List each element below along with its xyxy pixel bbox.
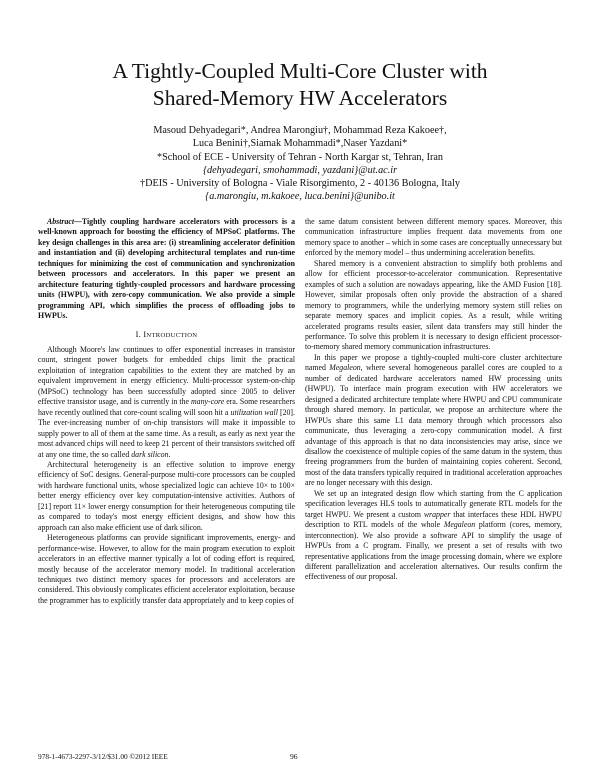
section-title-rest: NTRODUCTION bbox=[146, 331, 198, 339]
section-initial: I bbox=[143, 329, 147, 339]
emphasis-run: dark silicon bbox=[131, 449, 169, 459]
emphasis-run: Megaleon bbox=[443, 520, 476, 530]
text-run: that interfaces these HDL HWPU description to RTL models of the whole bbox=[305, 509, 562, 530]
authors-line-2: Luca Benini†,Siamak Mohammadi*,Naser Yazdani* bbox=[192, 138, 408, 150]
paper-title bbox=[40, 58, 560, 112]
section-heading-introduction bbox=[38, 330, 295, 341]
abstract-text: —Tightly coupling hardware accelerators with processors is a well-known approach for boosting the efficiency of MPSoC platforms. The key design challenges in this area are: (i) streamlining accelerator definition and instantiation and (ii) developing architectural templates and run-time techniques for minimizing the cost of communication and synchronization between processors and accelerators. In this paper we present an architecture featuring tightly-coupled processors and hardware processing units (HWPU), with zero-copy communication. We also provide a simple programming API, which simplifies the process of offloading jobs to HWPUs. bbox=[38, 217, 295, 321]
affiliation-2: †DEIS - University of Bologna - Viale Risorgimento, 2 - 40136 Bologna, Italy bbox=[140, 178, 460, 190]
text-run: , where several homogeneous parallel cores are coupled to a number of dedicated hardware accelerators named HW processing units (HWPU). To interface main program execution with HW accelerators we designed a dedicated architecture template where HWPU and CPU communicate through shared memory. In particular, we propose an architecture where the HWPUs share this same L1 data memory through which processors also communicate, thus leveraging a zero-copy communication model. A first advantage of this approach is that no data inconsistencies may arise, since we disallow the coexistence of multiple copies of the same datum in the system, thus freeing programmers from the burden of maintaining copies coherent. Second, most of the data transfers typically required in traditional acceleration approaches are no longer necessary with this design. bbox=[305, 363, 563, 488]
text-run: . bbox=[168, 449, 171, 459]
affiliation-2-email[interactable]: {a.marongiu, m.kakoee, luca.benini}@unibo.it bbox=[205, 191, 395, 203]
emphasis-run: wrapper bbox=[423, 509, 451, 519]
abstract-paragraph bbox=[38, 217, 295, 322]
intro-paragraph-1 bbox=[38, 345, 295, 460]
text-run: [20]. The ever-increasing number of on-chip transistors will make it impossible to supply power to all of them at the same time. As a result, as early as next year the most advanced chips will need to keep 21 percent of their transistors switched off at any one time, the so called bbox=[38, 407, 295, 459]
intro-paragraph-3: Heterogeneous platforms can provide significant improvements, energy- and performance-wise. However, to allow for the main program execution to exploit accelerators in an effective manner typically a lot of coding effort is required, mostly because of the accelerator memory model. In traditional acceleration techniques two distinct memory spaces for processors and accelerators are considered. This obviously complicates efficient accelerator exploitation, because the programmer has to explicitly transfer data appropriately and to keep copies of bbox=[38, 533, 295, 605]
page-number: 96 bbox=[290, 752, 298, 761]
affiliation-1-email[interactable]: {dehyadegari, smohammadi, yazdani}@ut.ac.ir bbox=[202, 164, 398, 176]
text-run: In this paper we propose a tightly-coupled multi-core cluster architecture named bbox=[305, 352, 562, 373]
text-run: platform (cores, memory, interconnection). We also provide a software API to simplify the usage of HWPUs from a C program. Finally, we present a set of results with two representative applications from the image processing domain, where we explore different parallelization and acceleration alternatives. Our results confirm the effectiveness of our proposal. bbox=[305, 520, 562, 582]
intro-paragraph-2: Architectural heterogeneity is an effective solution to improve energy efficiency of SoC designs. General-purpose multi-core processors can be coupled with hardware functional units, whose specialized logic can achieve 10× to 100× better energy efficiency over key computation-intensive activities. Authors of [21] report 11× lower energy consumption for their heterogeneous computing tile as compared to today's most energy efficient designs, and show how this approach can also make efficient use of dark silicon. bbox=[38, 459, 295, 532]
affiliation-1: *School of ECE - University of Tehran - North Kargar st, Tehran, Iran bbox=[156, 151, 443, 163]
emphasis-run: many-core bbox=[191, 397, 225, 407]
text-run: Although Moore's law continues to offer exponential increases in transistor count, stringent power budgets for embedded chips limit the practical exploitation of integration capabilities to the extent they are matched by an equivalent improvement in energy efficiency. Multi-processor system-on-chip (MPSoC) technology has been successfully adopted since 2005 to deliver effective transistor usage, and is currently in the bbox=[38, 344, 295, 407]
copyright-footer: 978-1-4673-2297-3/12/$31.00 ©2012 IEEE bbox=[38, 752, 168, 761]
section-number: I. bbox=[135, 329, 142, 339]
abstract-lead: Abstract bbox=[47, 217, 75, 226]
emphasis-run: utilization wall bbox=[230, 407, 278, 417]
title-line-1: A Tightly-Coupled Multi-Core Cluster with bbox=[112, 59, 488, 83]
intro-paragraph-4: Shared memory is a convenient abstraction to simplify both problems and allow for efficient processor-to-accelerator communication. Representative examples of such a solution are nowadays appearing, like the AMD Fusion [18]. However, similar proposals often only provide the abstraction of a shared memory to programmers, while the underlying memory system still relies on separate memory spaces and implicit copies. As a result, while writing accelerated programs results easier, silent data transfers may still hinder the performance. To solve this problem it is necessary to design efficient processor-to-memory shared memory communication infrastructures. bbox=[305, 258, 562, 352]
text-run: era. Some researchers have recently outlined that core-count scaling will soon hit a bbox=[38, 397, 295, 417]
left-column bbox=[38, 217, 295, 606]
authors-line-1: Masoud Dehyadegari*, Andrea Marongiu†, Mohammad Reza Kakoee†, bbox=[153, 125, 447, 136]
intro-paragraph-6 bbox=[305, 489, 562, 583]
text-run: We set up an integrated design flow which starting from the C application specification leverages HLS tools to automatically generate RTL models for the target HWPU. We present a custom bbox=[305, 488, 562, 519]
title-line-2: Shared-Memory HW Accelerators bbox=[152, 86, 448, 110]
intro-paragraph-3-cont: the same datum consistent between different memory spaces. Moreover, this communication infrastructure implies frequent data movements from one memory space to another – which in some cases are conceptually unnecessary but enforced by the memory model – thus undermining acceleration benefits. bbox=[305, 217, 563, 258]
right-column bbox=[305, 217, 562, 583]
intro-paragraph-5 bbox=[305, 353, 562, 489]
emphasis-run: Megaleon bbox=[329, 363, 361, 373]
author-block bbox=[60, 124, 540, 204]
